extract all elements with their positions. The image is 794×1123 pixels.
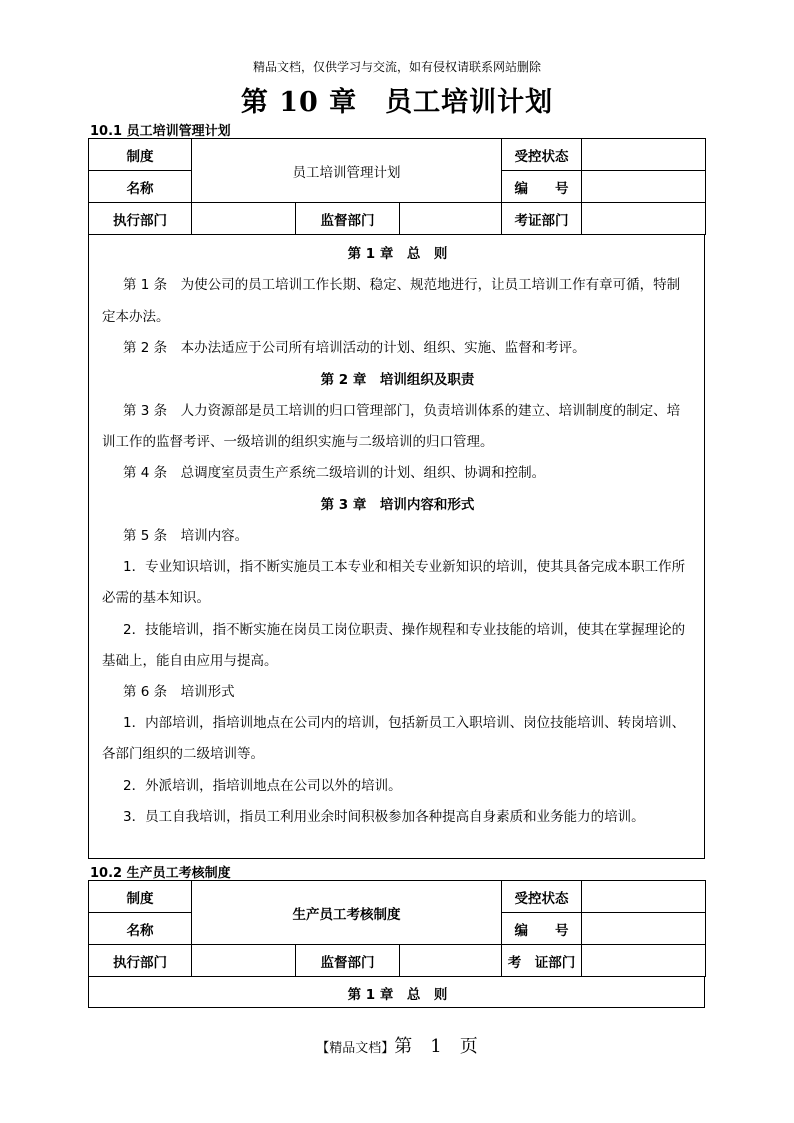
chapter-heading: 第 2 章 培训组织及职责 xyxy=(320,372,475,388)
supervise-dept-value xyxy=(400,203,502,235)
article-line: 第 1 条 为使公司的员工培训工作长期、稳定、规范地进行，让员工培训工作有章可循，特制 xyxy=(123,277,681,293)
control-status-value xyxy=(582,881,706,913)
control-status-label: 受控状态 xyxy=(502,139,582,171)
article-line: 2．技能培训，指不断实施在岗员工岗位职责、操作规程和专业技能的培训，使其在掌握理论的 xyxy=(123,622,686,638)
regulation-meta-table-1 xyxy=(88,138,706,235)
exec-dept-label: 执行部门 xyxy=(89,945,192,977)
chapter-heading: 第 3 章 培训内容和形式 xyxy=(320,497,475,513)
footer-label: 【精品文档】 xyxy=(316,1041,395,1056)
article-line: 必需的基本知识。 xyxy=(102,590,210,606)
article-line: 3．员工自我培训，指员工利用业余时间积极参加各种提高自身素质和业务能力的培训。 xyxy=(123,809,645,825)
regulation-name-value: 生产员工考核制度 xyxy=(192,881,502,945)
section-heading-10-1: 10.1 员工培训管理计划 xyxy=(90,124,231,139)
article-line: 第 4 条 总调度室员责生产系统二级培训的计划、组织、协调和控制。 xyxy=(123,465,546,481)
exam-dept-value xyxy=(582,203,706,235)
control-status-value xyxy=(582,139,706,171)
page-footer xyxy=(0,1032,794,1058)
exam-dept-label: 考证部门 xyxy=(502,203,582,235)
article-line: 1．内部培训，指培训地点在公司内的培训，包括新员工入职培训、岗位技能培训、转岗培训、 xyxy=(123,715,686,731)
exam-dept-label: 考 证部门 xyxy=(502,945,582,977)
article-line: 基础上，能自由应用与提高。 xyxy=(102,653,278,669)
article-line: 训工作的监督考评、一级培训的组织实施与二级培训的归口管理。 xyxy=(102,434,494,450)
article-line: 第 3 条 人力资源部是员工培训的归口管理部门，负责培训体系的建立、培训制度的制定、培 xyxy=(123,403,681,419)
article-line: 第 5 条 培训内容。 xyxy=(123,528,249,544)
number-value xyxy=(582,171,706,203)
chapter-heading: 第 1 章 总 则 xyxy=(347,246,448,262)
article-line: 2．外派培训，指培训地点在公司以外的培训。 xyxy=(123,778,402,794)
supervise-dept-label: 监督部门 xyxy=(296,945,400,977)
article-line: 各部门组织的二级培训等。 xyxy=(102,746,264,762)
page-title: 第 10 章 员工培训计划 xyxy=(240,87,554,118)
exam-dept-value xyxy=(582,945,706,977)
regulation-name-value: 员工培训管理计划 xyxy=(192,139,502,203)
article-line: 1．专业知识培训，指不断实施员工本专业和相关专业新知识的培训，使其具备完成本职工作所 xyxy=(123,559,686,575)
article-line: 第 2 条 本办法适应于公司所有培训活动的计划、组织、实施、监督和考评。 xyxy=(123,340,586,356)
zhidu-label: 制度 xyxy=(89,139,192,171)
exec-dept-value xyxy=(192,203,296,235)
regulation-meta-table-2 xyxy=(88,880,706,977)
mingcheng-label: 名称 xyxy=(89,171,192,203)
page-number: 第 1 页 xyxy=(394,1036,478,1057)
exec-dept-label: 执行部门 xyxy=(89,203,192,235)
exec-dept-value xyxy=(192,945,296,977)
chapter-heading: 第 1 章 总 则 xyxy=(347,987,448,1003)
number-value xyxy=(582,913,706,945)
header-note: 精品文档，仅供学习与交流，如有侵权请联系网站删除 xyxy=(252,60,541,74)
control-status-label: 受控状态 xyxy=(502,881,582,913)
article-line: 第 6 条 培训形式 xyxy=(123,684,235,700)
mingcheng-label: 名称 xyxy=(89,913,192,945)
article-line: 定本办法。 xyxy=(102,309,170,325)
number-label: 编 号 xyxy=(502,913,582,945)
zhidu-label: 制度 xyxy=(89,881,192,913)
regulation-body-2 xyxy=(88,976,705,1008)
supervise-dept-label: 监督部门 xyxy=(296,203,400,235)
regulation-body-1 xyxy=(88,235,705,859)
section-heading-10-2: 10.2 生产员工考核制度 xyxy=(90,866,231,881)
supervise-dept-value xyxy=(400,945,502,977)
number-label: 编 号 xyxy=(502,171,582,203)
